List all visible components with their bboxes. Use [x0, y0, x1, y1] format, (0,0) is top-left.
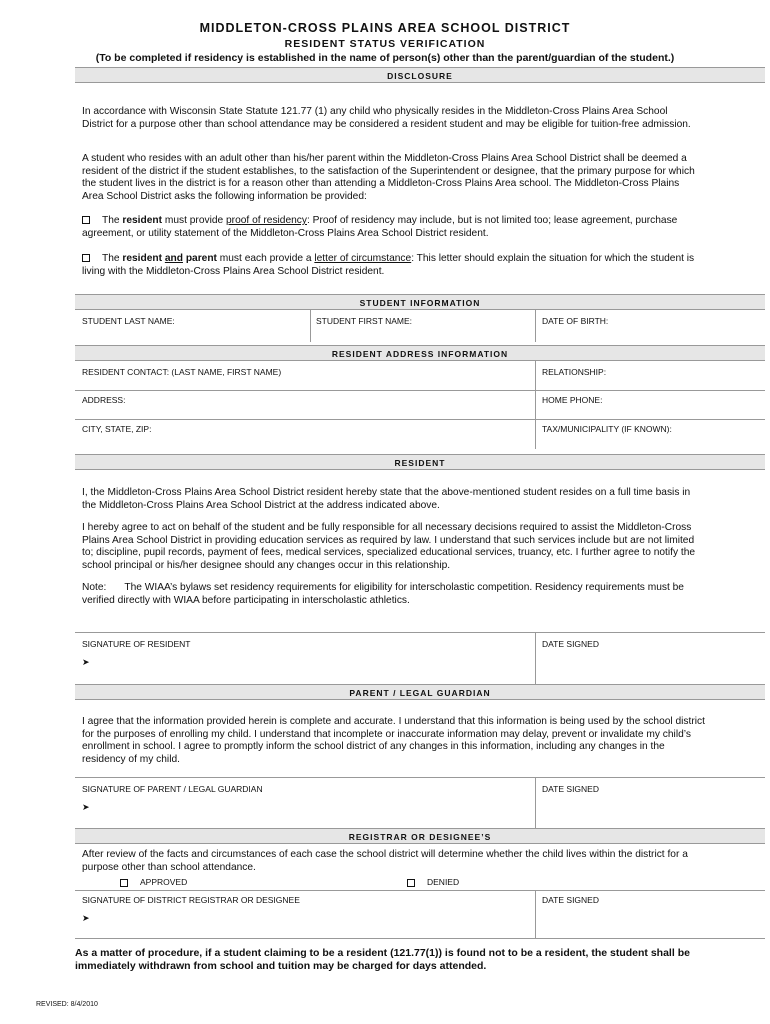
- parent-signature-label: SIGNATURE OF PARENT / LEGAL GUARDIAN: [82, 784, 263, 794]
- resident-address-heading: RESIDENT ADDRESS INFORMATION: [75, 345, 765, 361]
- divider: [535, 310, 536, 342]
- student-first-name-label: STUDENT FIRST NAME:: [316, 316, 413, 326]
- divider: [75, 938, 765, 939]
- registrar-date-signed-field[interactable]: [540, 908, 762, 936]
- revision-date: REVISED: 8/4/2010: [36, 1001, 98, 1008]
- home-phone-label: HOME PHONE:: [542, 395, 603, 405]
- student-last-name-label: STUDENT LAST NAME:: [82, 316, 175, 326]
- registrar-heading: REGISTRAR OR DESIGNEE’S: [75, 828, 765, 844]
- divider: [75, 632, 765, 633]
- parent-date-signed-field[interactable]: [540, 797, 762, 825]
- divider: [75, 890, 765, 891]
- divider: [75, 777, 765, 778]
- divider: [535, 777, 536, 828]
- withdrawal-warning: As a matter of procedure, if a student claiming to be a resident (121.77(1)) is found not to be a resident, the student shall be immediately withdrawn from school and tuition may be charged for days attended.: [75, 947, 690, 972]
- resident-contact-label: RESIDENT CONTACT: (LAST NAME, FIRST NAME): [82, 367, 282, 377]
- tax-municipality-label: TAX/MUNICIPALITY (IF KNOWN):: [542, 424, 672, 434]
- disclosure-paragraph-2: A student who resides with an adult other than his/her parent within the Middleton-Cross Plains Area School District shall be deemed a resident of the district if the student establishes, to the satisfaction of the Superintendent or designee, that the primary purpose for which the student lives in the district is for a reason other than attending a Middleton-Cross Plains Area school. The Middleton-Cross Plains Area School District asks the following information be provided:: [82, 153, 695, 202]
- city-state-zip-label: CITY, STATE, ZIP:: [82, 424, 152, 434]
- wiaa-note: Note: The WIAA’s bylaws set residency requirements for eligibility for interscholastic competition. Residency requirements must be verified directly with WIAA before participating in interscholastic athletics.: [82, 582, 684, 606]
- checkbox-icon[interactable]: [407, 879, 415, 887]
- parent-guardian-heading: PARENT / LEGAL GUARDIAN: [75, 684, 765, 700]
- parent-date-signed-label: DATE SIGNED: [542, 784, 599, 794]
- student-first-name-field[interactable]: [313, 311, 533, 341]
- home-phone-field[interactable]: [538, 391, 763, 418]
- resident-paragraph-1: I, the Middleton-Cross Plains Area School District resident hereby state that the above-mentioned student resides on a full time basis in the Middleton-Cross Plains Area School District at the address indicated above.: [82, 487, 691, 511]
- form-subtitle: RESIDENT STATUS VERIFICATION: [284, 38, 486, 50]
- arrow-bullet-icon: ➤: [82, 802, 90, 812]
- divider: [535, 632, 536, 684]
- registrar-date-signed-label: DATE SIGNED: [542, 895, 599, 905]
- tax-municipality-field[interactable]: [538, 420, 763, 447]
- arrow-bullet-icon: ➤: [82, 657, 90, 667]
- divider: [535, 361, 536, 449]
- registrar-paragraph: After review of the facts and circumstances of each case the school district will determine whether the child lives within the district for a purpose other than school attendance.: [82, 849, 688, 873]
- relationship-label: RELATIONSHIP:: [542, 367, 607, 377]
- resident-date-signed-field[interactable]: [540, 652, 762, 680]
- checkbox-icon[interactable]: [82, 254, 90, 262]
- parent-signature-field[interactable]: [95, 797, 530, 825]
- city-state-zip-field[interactable]: [82, 420, 532, 447]
- student-information-heading: STUDENT INFORMATION: [75, 294, 765, 310]
- letter-of-circumstance-item: The resident and parent must each provide a letter of circumstance: This letter should explain the situation for which the student is living with the Middleton-Cross Plains Area School District resident.: [82, 253, 695, 277]
- form-note: (To be completed if residency is established in the name of person(s) other than the parent/guardian of the student.): [95, 52, 675, 64]
- arrow-bullet-icon: ➤: [82, 913, 90, 923]
- approved-option[interactable]: APPROVED: [120, 877, 187, 887]
- checkbox-icon[interactable]: [82, 216, 90, 224]
- parent-paragraph: I agree that the information provided herein is complete and accurate. I understand that this information is being used by the school district for the purposes of enrolling my child. I understand that incomplete or inaccurate information may delay, prevent or invalidate my child’s enrollment in school. I agree to promptly inform the school district of any changes in this information, including any changes in the residency of my child.: [82, 716, 705, 765]
- date-of-birth-field[interactable]: [538, 311, 763, 341]
- proof-of-residency-item: The resident must provide proof of residency: Proof of residency may include, but is not limited too; lease agreement, purchase agreement, or utility statement of the Middleton-Cross Plains Area School District resident.: [82, 215, 678, 239]
- relationship-field[interactable]: [538, 362, 763, 389]
- resident-paragraph-2: I hereby agree to act on behalf of the student and be fully responsible for all necessary decisions required to assist the Middleton-Cross Plains Area School District in providing education services as required by law. I understand that such services include but are not limited to; discipline, pupil records, payment of fees, medical services, specialized educational services, truancy, etc. I further agree to notify the school principal or his/her designee should any changes occur in this relationship.: [82, 522, 696, 571]
- date-of-birth-label: DATE OF BIRTH:: [542, 316, 609, 326]
- student-last-name-field[interactable]: [82, 311, 307, 341]
- registrar-signature-label: SIGNATURE OF DISTRICT REGISTRAR OR DESIGNEE: [82, 895, 300, 905]
- address-label: ADDRESS:: [82, 395, 126, 405]
- divider: [535, 890, 536, 938]
- resident-contact-field[interactable]: [82, 362, 532, 389]
- resident-signature-field[interactable]: [95, 652, 530, 680]
- disclosure-heading: DISCLOSURE: [75, 67, 765, 83]
- resident-heading: RESIDENT: [75, 454, 765, 470]
- divider: [310, 310, 311, 342]
- disclosure-paragraph-1: In accordance with Wisconsin State Statute 121.77 (1) any child who physically resides in the Middleton-Cross Plains Area School District for a purpose other than school attendance may be considered a resident student and may be eligible for tuition-free admission.: [82, 106, 691, 130]
- resident-date-signed-label: DATE SIGNED: [542, 639, 599, 649]
- checkbox-icon[interactable]: [120, 879, 128, 887]
- denied-option[interactable]: DENIED: [407, 877, 459, 887]
- resident-signature-label: SIGNATURE OF RESIDENT: [82, 639, 191, 649]
- form-title: MIDDLETON-CROSS PLAINS AREA SCHOOL DISTRICT: [199, 21, 571, 35]
- registrar-signature-field[interactable]: [95, 908, 530, 936]
- address-field[interactable]: [82, 391, 532, 418]
